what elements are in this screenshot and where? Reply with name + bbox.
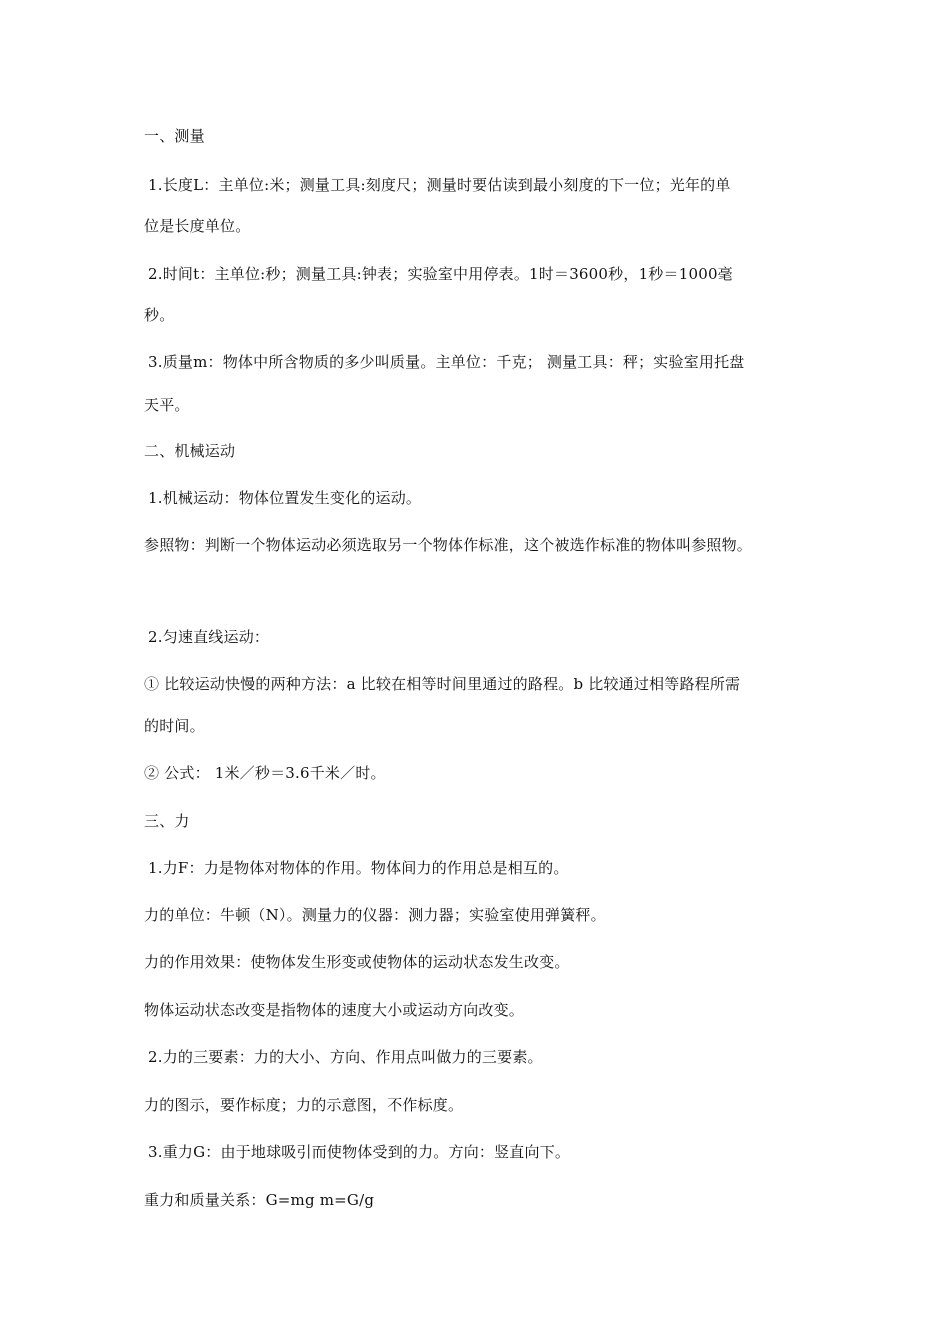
paragraph-line: 1.长度L：主单位:米；测量工具:刻度尺；测量时要估读到最小刻度的下一位；光年的单: [148, 176, 731, 194]
section-heading-measurement: 一、测量: [144, 127, 205, 145]
section-heading-force: 三、力: [144, 812, 190, 830]
paragraph-line: 2.时间t：主单位:秒；测量工具:钟表；实验室中用停表。1时＝3600秒，1秒＝1000毫: [148, 265, 733, 283]
paragraph-line: 1.力F：力是物体对物体的作用。物体间力的作用总是相互的。: [148, 859, 569, 877]
paragraph-line: 参照物：判断一个物体运动必须选取另一个物体作标准，这个被选作标准的物体叫参照物。: [144, 536, 753, 554]
paragraph-line: 天平。: [144, 396, 190, 414]
paragraph-line: 3.质量m：物体中所含物质的多少叫质量。主单位：千克； 测量工具：秤；实验室用托盘: [148, 353, 745, 371]
section-heading-mechanical-motion: 二、机械运动: [144, 442, 236, 460]
paragraph-line: 位是长度单位。: [144, 217, 251, 235]
paragraph-line: 秒。: [144, 306, 175, 324]
paragraph-line: 2.匀速直线运动：: [148, 628, 270, 646]
paragraph-line: 力的图示，要作标度；力的示意图，不作标度。: [144, 1096, 464, 1114]
paragraph-line: 3.重力G：由于地球吸引而使物体受到的力。方向：竖直向下。: [148, 1143, 571, 1161]
paragraph-line: ② 公式： 1米／秒＝3.6千米／时。: [144, 764, 386, 782]
paragraph-line: 力的单位：牛顿（N）。测量力的仪器：测力器；实验室使用弹簧秤。: [144, 906, 606, 924]
paragraph-line: ① 比较运动快慢的两种方法：a 比较在相等时间里通过的路程。b 比较通过相等路程所需: [144, 675, 741, 693]
paragraph-line: 物体运动状态改变是指物体的速度大小或运动方向改变。: [144, 1001, 525, 1019]
paragraph-line: 2.力的三要素：力的大小、方向、作用点叫做力的三要素。: [148, 1048, 543, 1066]
paragraph-line: 力的作用效果：使物体发生形变或使物体的运动状态发生改变。: [144, 953, 570, 971]
paragraph-line: 的时间。: [144, 717, 205, 735]
paragraph-line: 1.机械运动：物体位置发生变化的运动。: [148, 489, 422, 507]
paragraph-line: 重力和质量关系：G=mg m=G/g: [144, 1191, 375, 1209]
